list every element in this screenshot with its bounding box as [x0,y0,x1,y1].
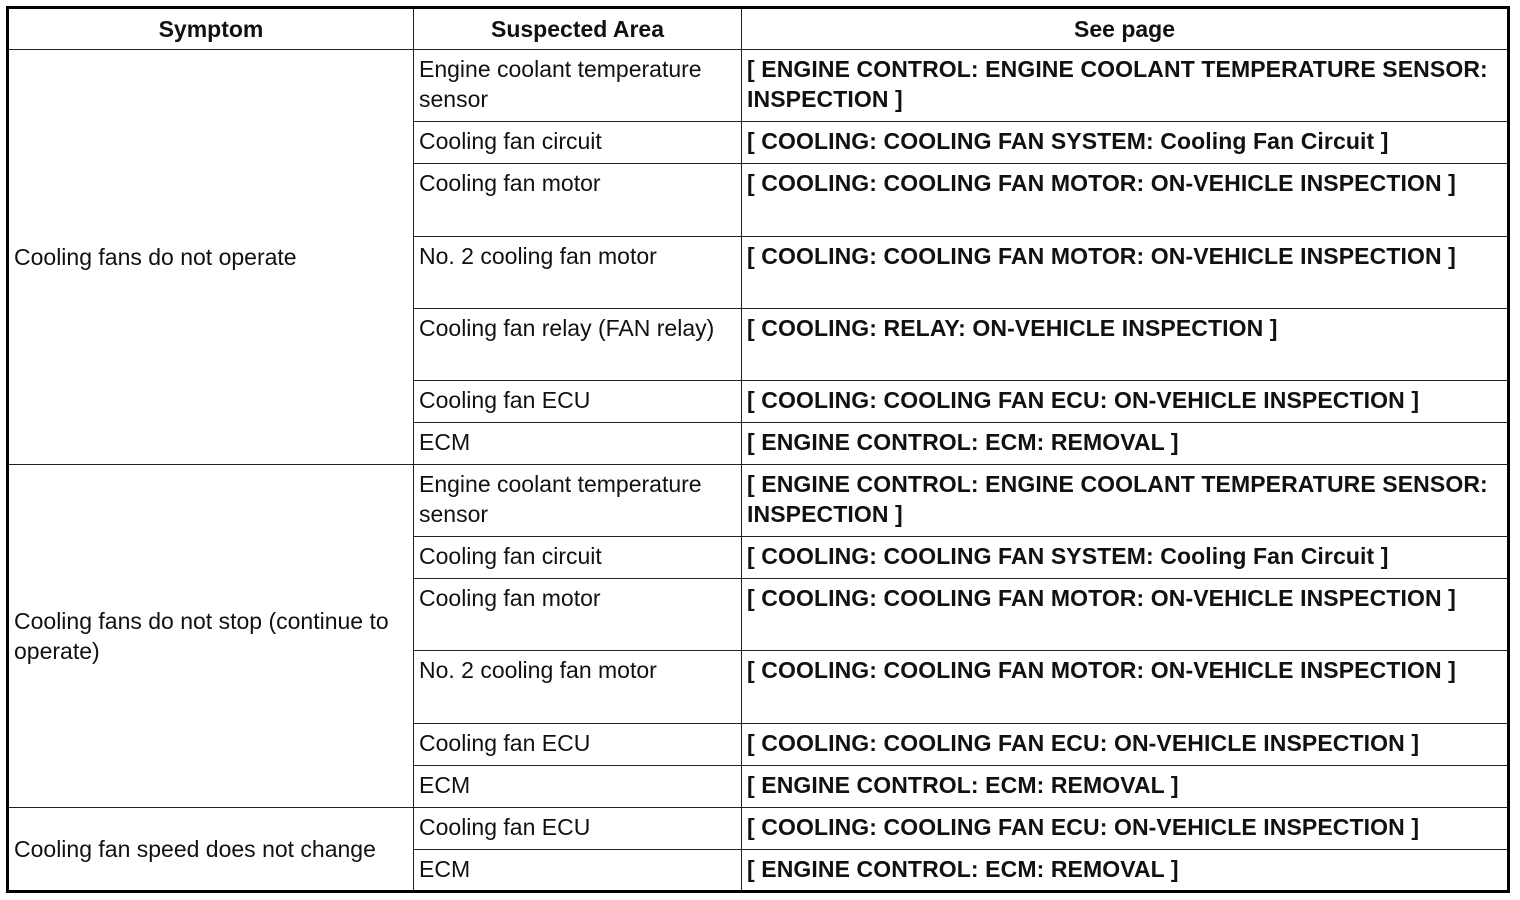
symptom-cell: Cooling fans do not stop (continue to operate) [8,465,414,808]
suspected-area-cell: Cooling fan ECU [414,723,742,765]
header-suspected-area: Suspected Area [414,8,742,50]
see-page-link[interactable]: [ ENGINE CONTROL: ECM: REMOVAL ] [742,422,1509,464]
header-row [8,8,1509,50]
table-row [8,50,1509,122]
see-page-link[interactable]: [ ENGINE CONTROL: ECM: REMOVAL ] [742,765,1509,807]
suspected-area-cell: Cooling fan ECU [414,380,742,422]
suspected-area-cell: Cooling fan circuit [414,122,742,164]
see-page-link[interactable]: [ COOLING: COOLING FAN MOTOR: ON-VEHICLE INSPECTION ] [742,579,1509,651]
suspected-area-cell: Cooling fan motor [414,579,742,651]
suspected-area-cell: Engine coolant temperature sensor [414,465,742,537]
see-page-link[interactable]: [ ENGINE CONTROL: ENGINE COOLANT TEMPERATURE SENSOR: INSPECTION ] [742,465,1509,537]
see-page-link[interactable]: [ COOLING: COOLING FAN SYSTEM: Cooling Fan Circuit ] [742,122,1509,164]
see-page-link[interactable]: [ COOLING: RELAY: ON-VEHICLE INSPECTION ] [742,308,1509,380]
suspected-area-cell: ECM [414,849,742,891]
suspected-area-cell: Engine coolant temperature sensor [414,50,742,122]
suspected-area-cell: Cooling fan ECU [414,807,742,849]
suspected-area-cell: Cooling fan motor [414,164,742,236]
suspected-area-cell: Cooling fan circuit [414,537,742,579]
see-page-link[interactable]: [ ENGINE CONTROL: ENGINE COOLANT TEMPERATURE SENSOR: INSPECTION ] [742,50,1509,122]
see-page-link[interactable]: [ COOLING: COOLING FAN ECU: ON-VEHICLE INSPECTION ] [742,380,1509,422]
header-see-page: See page [742,8,1509,50]
header-symptom: Symptom [8,8,414,50]
problem-symptoms-table [6,6,1510,893]
suspected-area-cell: ECM [414,422,742,464]
see-page-link[interactable]: [ COOLING: COOLING FAN MOTOR: ON-VEHICLE INSPECTION ] [742,651,1509,723]
see-page-link[interactable]: [ COOLING: COOLING FAN ECU: ON-VEHICLE INSPECTION ] [742,807,1509,849]
table-row [8,465,1509,537]
see-page-link[interactable]: [ COOLING: COOLING FAN SYSTEM: Cooling Fan Circuit ] [742,537,1509,579]
suspected-area-cell: ECM [414,765,742,807]
symptom-cell: Cooling fan speed does not change [8,807,414,891]
see-page-link[interactable]: [ COOLING: COOLING FAN MOTOR: ON-VEHICLE INSPECTION ] [742,236,1509,308]
suspected-area-cell: Cooling fan relay (FAN relay) [414,308,742,380]
suspected-area-cell: No. 2 cooling fan motor [414,651,742,723]
see-page-link[interactable]: [ ENGINE CONTROL: ECM: REMOVAL ] [742,849,1509,891]
see-page-link[interactable]: [ COOLING: COOLING FAN MOTOR: ON-VEHICLE INSPECTION ] [742,164,1509,236]
table-row [8,807,1509,849]
symptom-cell: Cooling fans do not operate [8,50,414,465]
suspected-area-cell: No. 2 cooling fan motor [414,236,742,308]
see-page-link[interactable]: [ COOLING: COOLING FAN ECU: ON-VEHICLE INSPECTION ] [742,723,1509,765]
